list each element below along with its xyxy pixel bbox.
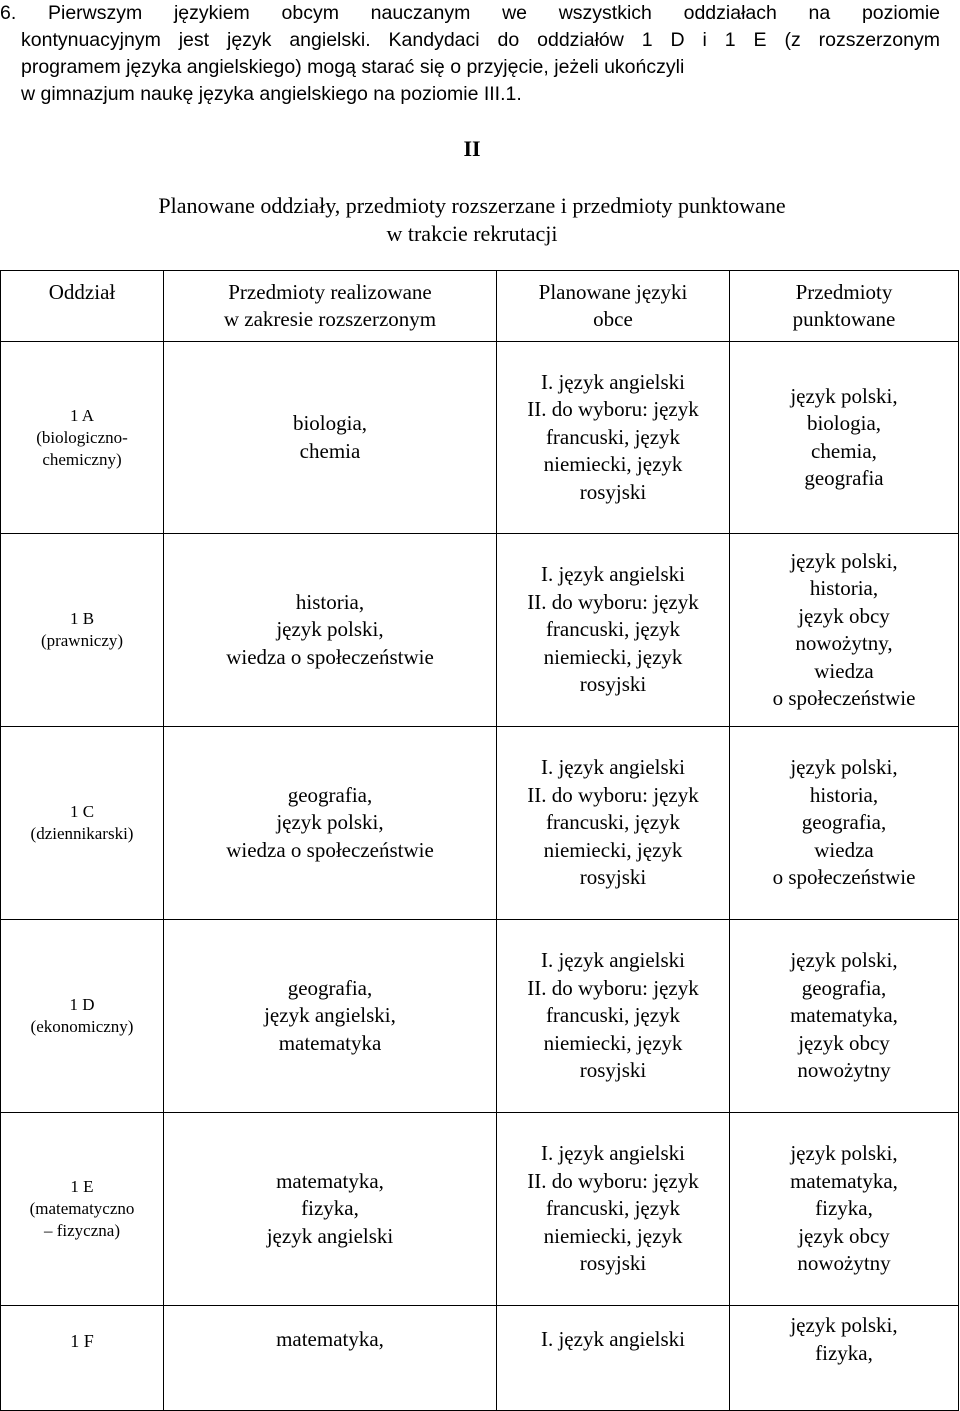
cell-text: biologia, [806,411,882,435]
section-heading [0,192,944,248]
cell-text: (prawniczy) [40,631,124,650]
cell-text: historia, [809,782,879,807]
cell-text: rosyjski [579,1058,647,1083]
header-przedmioty-punktowane [730,271,959,342]
cell-rozszerzone [164,1306,497,1411]
cell-text: biologia, [292,411,368,435]
cell-text: (matematyczno [29,1199,135,1218]
cell-text: o społeczeństwie [772,865,916,890]
table-row [1,727,959,920]
cell-text: fizyka, [815,1340,873,1365]
cell-text: język obcy [798,1030,890,1055]
cell-text: 1 F [70,1331,94,1351]
cell-text: język polski, [276,810,384,835]
cell-text: fizyka, [815,1196,873,1221]
cell-text: chemiczny) [42,449,122,469]
cell-text: nowożytny [797,1251,891,1276]
cell-text: obce [593,307,633,331]
intro-paragraph [0,0,940,108]
cell-rozszerzone [164,1113,497,1306]
cell-text: geografia, [287,975,373,1000]
cell-rozszerzone [164,920,497,1113]
cell-rozszerzone [164,342,497,534]
cell-text: niemiecki, język [543,1223,683,1248]
cell-oddzial [1,342,164,534]
intro-line: kontynuacyjnym jest język angielski. Kandydaci do oddziałów 1 D i 1 E (z rozszerzonym [21,29,940,51]
cell-text: punktowane [792,307,896,331]
cell-text: wiedza [814,837,874,862]
cell-text: chemia, [811,438,877,463]
cell-text: język obcy [798,603,890,628]
cell-oddzial [1,1306,164,1411]
cell-text: matematyka, [276,1168,384,1193]
cell-text: I. język angielski [540,562,686,587]
intro-line: w gimnazjum naukę języka angielskiego na poziomie III.1. [21,83,522,105]
cell-punktowane [730,727,959,920]
cell-text: niemiecki, język [543,644,683,669]
cell-text: język polski, [790,1313,898,1337]
cell-punktowane [730,1113,959,1306]
cell-oddzial [1,534,164,727]
header-oddzial [1,271,164,342]
cell-text: francuski, język [545,1003,681,1028]
cell-text: 1 B [69,609,95,628]
cell-text: historia, [809,576,879,600]
cell-text: rosyjski [579,1251,647,1276]
cell-text: język angielski, [264,1003,396,1028]
cell-text: (dziennikarski) [30,824,134,843]
intro-line: 6. Pierwszym językiem obcym nauczanym we wszystkich oddziałach na poziomie [0,2,940,24]
cell-text: Planowane języki [538,280,688,304]
cell-text: – fizyczna) [44,1221,120,1240]
section-heading-line: w trakcie rekrutacji [386,221,558,246]
cell-text: francuski, język [545,617,681,642]
cell-text: język angielski [266,1223,394,1248]
cell-text: fizyka, [301,1196,359,1221]
cell-jezyki [497,727,730,920]
cell-text: I. język angielski [540,755,686,780]
cell-text: francuski, język [545,810,681,835]
cell-text: o społeczeństwie [772,686,916,710]
header-jezyki-obce [497,271,730,342]
cell-text: język polski, [790,1141,898,1166]
cell-text: w zakresie rozszerzonym [223,307,437,331]
intro-line: programem języka angielskiego) mogą starać się o przyjęcie, jeżeli ukończyli [21,56,685,78]
cell-text: język polski, [790,948,898,973]
cell-text: wiedza [814,658,874,683]
cell-punktowane [730,534,959,727]
cell-text: francuski, język [545,1196,681,1221]
cell-text: I. język angielski [540,1141,686,1166]
cell-text: geografia, [801,810,887,835]
header-przedmioty-rozszerzone [164,271,497,342]
cell-text: niemiecki, język [543,452,683,477]
cell-text: nowożytny [797,1058,891,1083]
cell-text: język polski, [790,755,898,780]
cell-text: język obcy [798,1223,890,1248]
cell-punktowane [730,920,959,1113]
cell-text: rosyjski [579,479,647,504]
cell-text: (biologiczno- [36,427,128,447]
cell-text: matematyka, [790,1003,898,1028]
cell-text: I. język angielski [540,1327,686,1351]
cell-text: język polski, [790,383,898,408]
cell-jezyki [497,1306,730,1411]
cell-text: II. do wyboru: język [527,397,699,422]
cell-text: (ekonomiczny) [30,1017,134,1036]
table-row [1,1306,959,1411]
cell-text: II. do wyboru: język [527,589,699,614]
cell-text: matematyka, [276,1327,384,1351]
table-row [1,920,959,1113]
cell-text: II. do wyboru: język [527,975,699,1000]
cell-text: niemiecki, język [543,1030,683,1055]
cell-text: nowożytny, [795,631,893,655]
cell-text: Przedmioty [795,280,893,304]
cell-text: francuski, język [545,424,681,449]
cell-oddzial [1,1113,164,1306]
cell-text: Oddział [48,280,116,304]
section-number: II [463,136,481,161]
classes-table [0,270,959,1411]
cell-text: chemia [299,438,361,463]
cell-jezyki [497,1113,730,1306]
cell-text: 1 A [69,405,95,425]
section-heading-line: Planowane oddziały, przedmioty rozszerzane i przedmioty punktowane [158,193,786,218]
cell-text: II. do wyboru: język [527,782,699,807]
cell-text: geografia, [287,782,373,807]
cell-text: 1 E [70,1177,94,1196]
cell-rozszerzone [164,534,497,727]
cell-text: geografia, [801,975,887,1000]
cell-text: wiedza o społeczeństwie [226,837,434,862]
table-row [1,342,959,534]
cell-text: rosyjski [579,865,647,890]
cell-text: język polski, [276,617,384,642]
cell-text: 1 D [69,995,95,1014]
cell-punktowane [730,1306,959,1411]
cell-text: wiedza o społeczeństwie [226,644,434,669]
cell-text: 1 C [69,802,95,821]
table-header-row [1,271,959,342]
cell-text: I. język angielski [540,369,686,394]
cell-text: II. do wyboru: język [527,1168,699,1193]
cell-rozszerzone [164,727,497,920]
cell-text: niemiecki, język [543,837,683,862]
table-row [1,534,959,727]
cell-text: rosyjski [579,672,647,697]
table-row [1,1113,959,1306]
cell-text: matematyka [278,1030,382,1055]
cell-jezyki [497,920,730,1113]
cell-jezyki [497,342,730,534]
cell-text: język polski, [790,548,898,573]
cell-punktowane [730,342,959,534]
cell-jezyki [497,534,730,727]
cell-text: historia, [295,589,365,614]
cell-text: I. język angielski [540,948,686,973]
cell-text: geografia [804,466,884,490]
cell-text: matematyka, [790,1168,898,1193]
cell-text: Przedmioty realizowane [228,280,432,304]
cell-oddzial [1,727,164,920]
cell-oddzial [1,920,164,1113]
